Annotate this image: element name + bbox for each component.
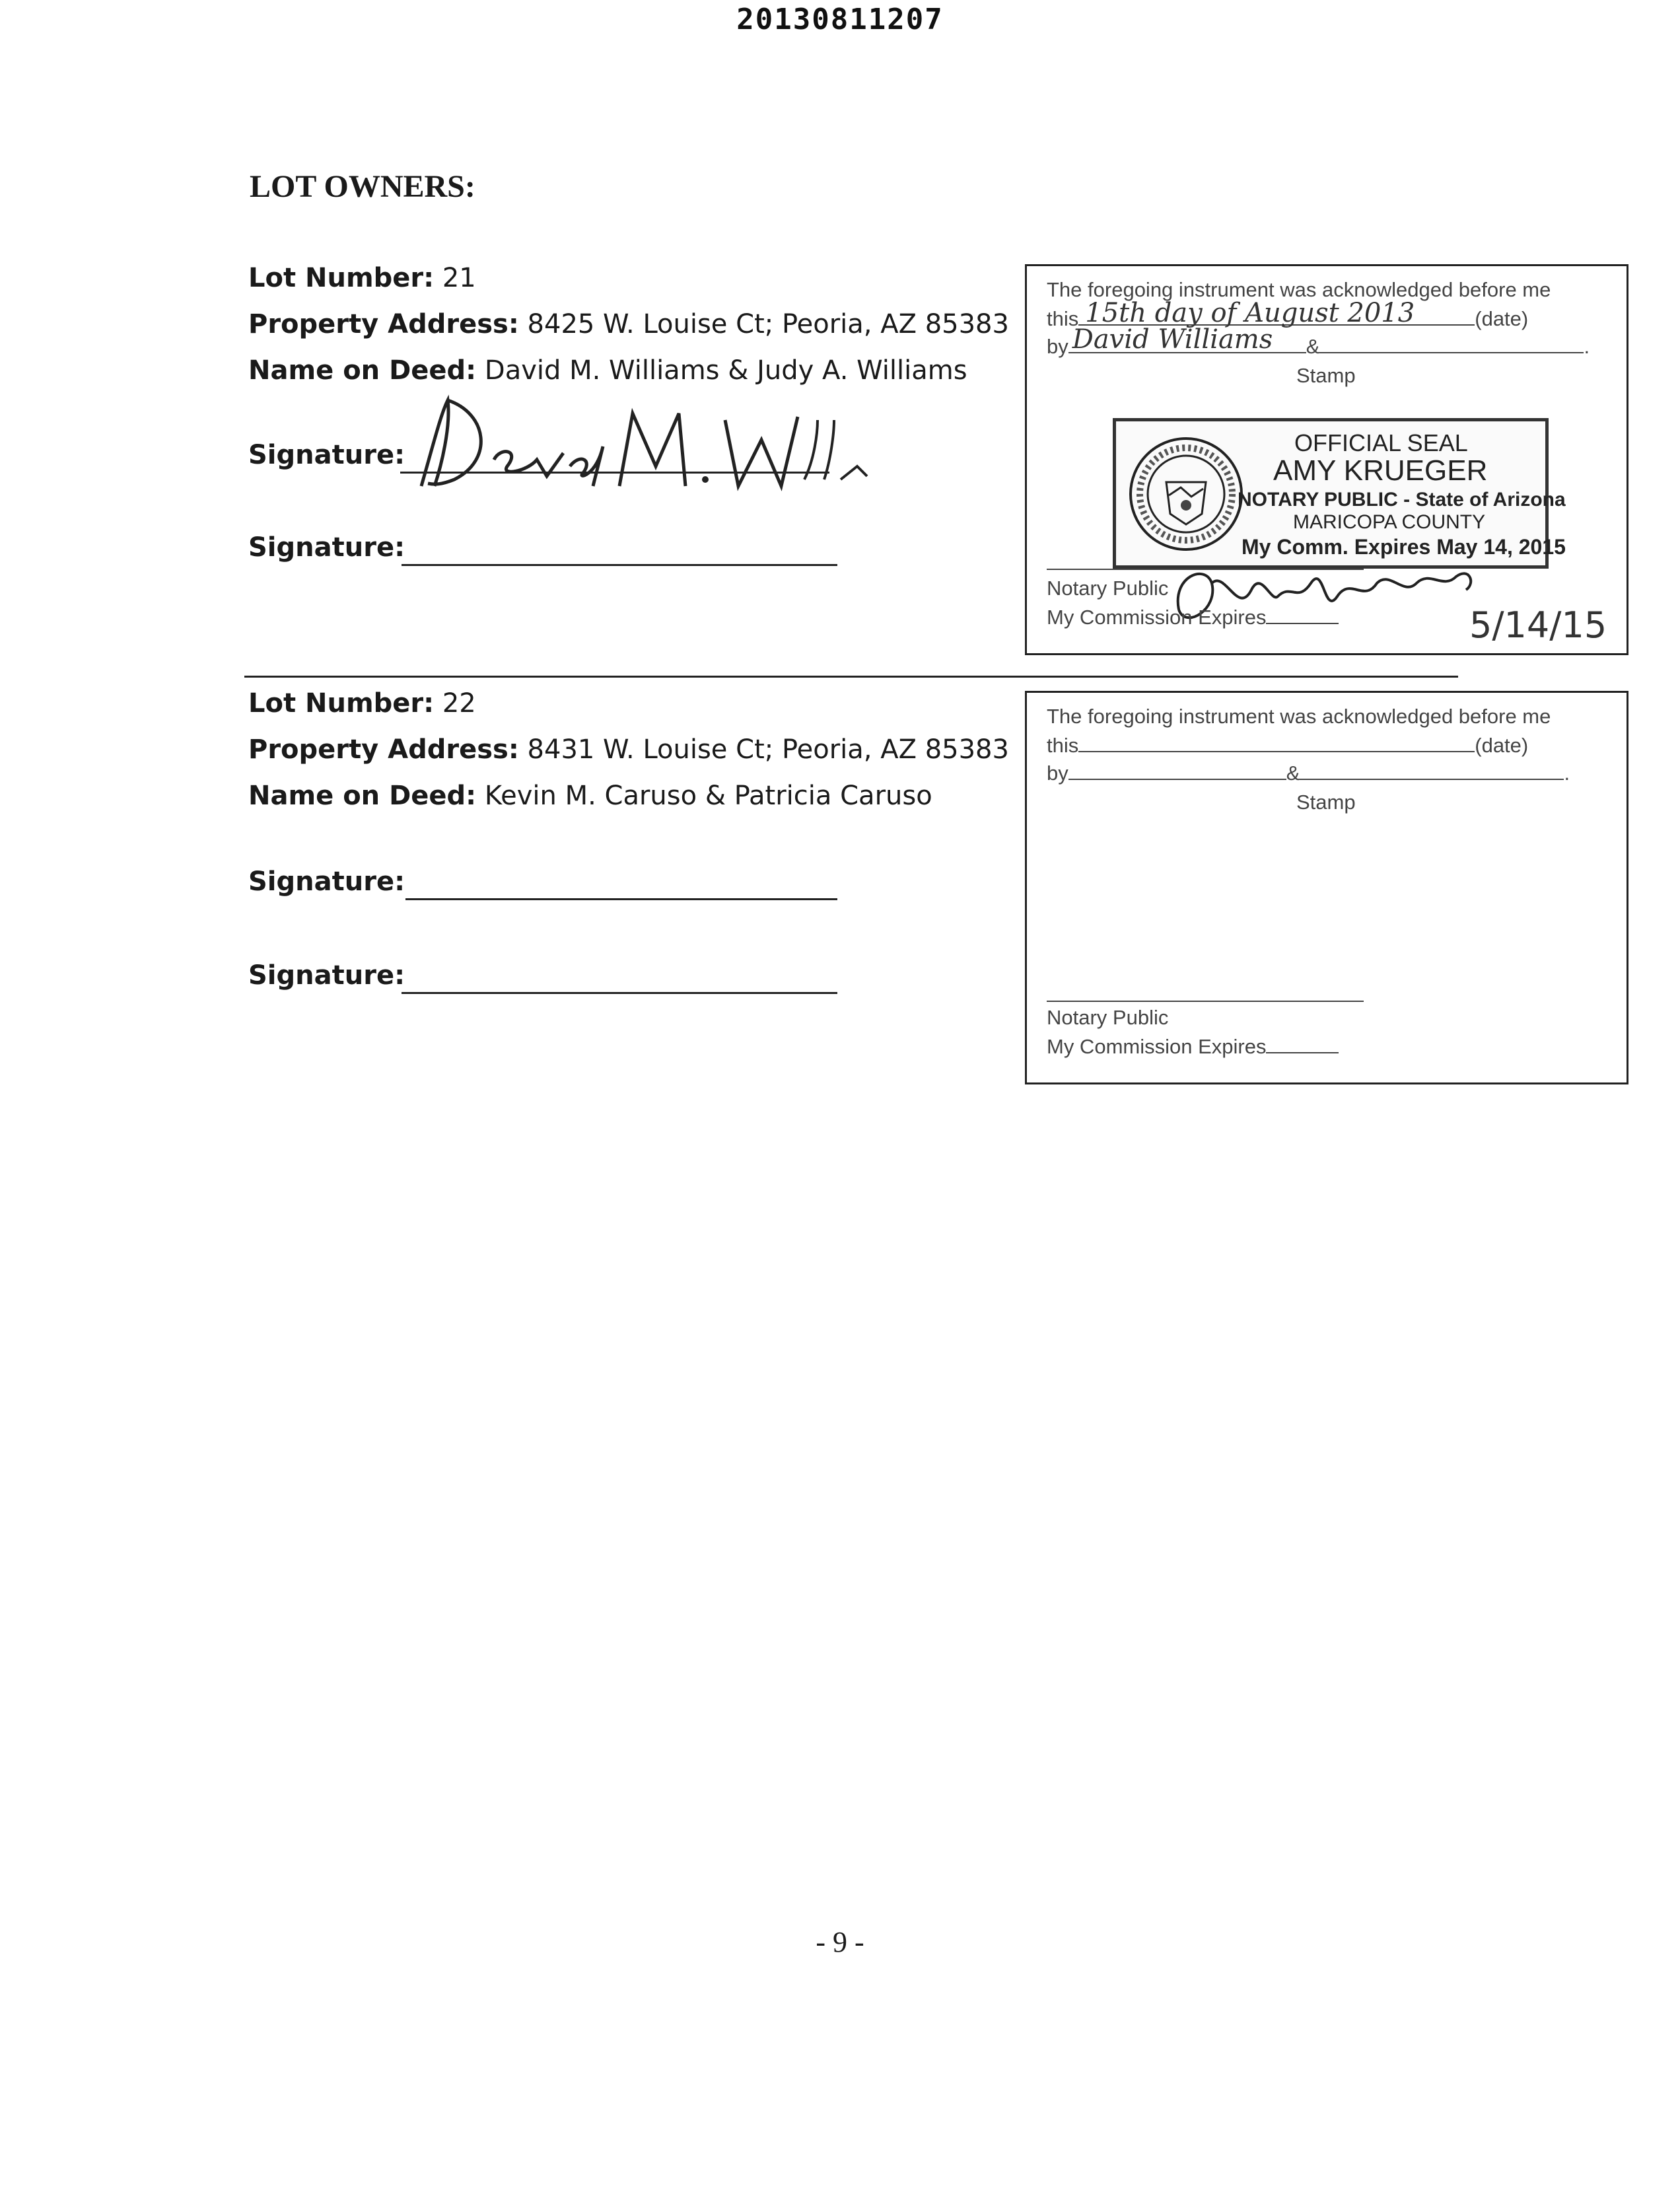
signature-row-2 (248, 532, 909, 563)
this-label: this (1047, 307, 1079, 330)
signature-row-1 (248, 440, 909, 470)
signature-label: Signature: (248, 440, 405, 470)
seal-line-2: MARICOPA COUNTY (1293, 511, 1486, 533)
lot-number-line (248, 680, 1028, 727)
lot-number-value: 21 (442, 263, 476, 293)
signature-label: Signature: (248, 532, 405, 563)
official-seal-stamp (1113, 418, 1566, 569)
signature-line[interactable] (402, 992, 837, 994)
handwritten-signature (395, 387, 870, 499)
handwritten-date: 15th day of August 2013 (1085, 298, 1415, 328)
lot-22-details (248, 680, 1028, 819)
lot-number-value: 22 (442, 688, 476, 719)
notary-by-line: by & . (1047, 762, 1570, 785)
handwritten-expiry-date: 5/14/15 (1469, 604, 1607, 646)
seal-line-3: My Comm. Expires May 14, 2015 (1242, 535, 1566, 559)
property-address-value: 8425 W. Louise Ct; Peoria, AZ 85383 (527, 309, 1009, 339)
deed-name-value: David M. Williams & Judy A. Williams (484, 355, 967, 386)
signature-row-4 (248, 960, 909, 991)
handwritten-name: David Williams (1072, 324, 1273, 355)
ampersand: & (1306, 335, 1320, 358)
notary-by-line: by David Williams & . (1047, 324, 1590, 358)
notary-date-line (1047, 732, 1528, 758)
stamp-label: Stamp (1296, 364, 1356, 387)
commission-expires-line (1047, 604, 1339, 629)
notary-intro: The foregoing instrument was acknowledged before me (1047, 278, 1551, 301)
date-label: (date) (1475, 734, 1529, 757)
page-number: - 9 - (816, 1926, 864, 1958)
notary-signature-line[interactable] (1047, 569, 1364, 570)
notary-intro: The foregoing instrument was acknowledged before me (1047, 705, 1551, 728)
lot-number-label: Lot Number: (248, 263, 435, 293)
by-field[interactable] (1068, 760, 1286, 780)
notary-acknowledgment-box-1 (1025, 264, 1628, 655)
by-field-2[interactable] (1319, 334, 1584, 353)
seal-line-1: NOTARY PUBLIC - State of Arizona (1238, 489, 1566, 511)
section-heading: LOT OWNERS: (250, 169, 475, 204)
by-label: by (1047, 335, 1068, 358)
by-field-2[interactable] (1300, 760, 1564, 780)
property-address-label: Property Address: (248, 309, 519, 339)
property-address-line (248, 301, 1028, 347)
notary-public-label: Notary Public (1047, 1006, 1169, 1029)
notary-signature-line[interactable] (1047, 1001, 1364, 1002)
stamp-label: Stamp (1296, 791, 1356, 814)
ampersand: & (1286, 762, 1300, 785)
signature-label: Signature: (248, 960, 405, 991)
by-field[interactable] (1068, 324, 1306, 355)
deed-name-label: Name on Deed: (248, 781, 477, 811)
notary-public-label: Notary Public (1047, 577, 1169, 600)
signature-row-3 (248, 867, 909, 897)
lot-number-label: Lot Number: (248, 688, 435, 719)
property-address-label: Property Address: (248, 734, 519, 765)
deed-name-value: Kevin M. Caruso & Patricia Caruso (484, 781, 932, 811)
commission-expires-line (1047, 1034, 1339, 1059)
lot-21-details (248, 255, 1028, 394)
by-label: by (1047, 762, 1068, 785)
notary-acknowledgment-box-2 (1025, 691, 1628, 1084)
signature-line[interactable] (402, 564, 837, 566)
arizona-state-seal-icon (1128, 436, 1244, 552)
expires-field[interactable] (1266, 604, 1339, 624)
this-label: this (1047, 734, 1079, 757)
date-label: (date) (1475, 307, 1529, 330)
lot-number-line (248, 255, 1028, 301)
date-field[interactable] (1078, 732, 1475, 752)
seal-notary-name: AMY KRUEGER (1273, 454, 1488, 487)
seal-title: OFFICIAL SEAL (1294, 429, 1468, 456)
date-field[interactable] (1078, 298, 1475, 328)
expires-field[interactable] (1266, 1034, 1339, 1053)
deed-name-label: Name on Deed: (248, 355, 477, 386)
signature-line[interactable] (405, 898, 837, 900)
deed-name-line (248, 773, 1028, 819)
signature-label: Signature: (248, 867, 405, 897)
section-divider (244, 676, 1458, 678)
document-number: 20130811207 (736, 3, 944, 36)
commission-expires-label: My Commission Expires (1047, 606, 1267, 629)
commission-expires-label: My Commission Expires (1047, 1035, 1267, 1058)
property-address-value: 8431 W. Louise Ct; Peoria, AZ 85383 (527, 734, 1009, 765)
property-address-line (248, 727, 1028, 773)
